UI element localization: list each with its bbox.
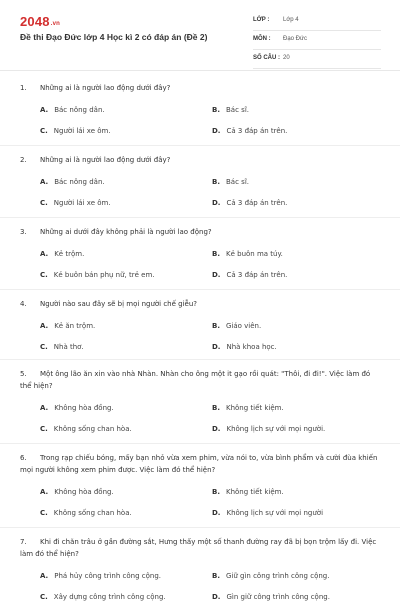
option-text: Nhà khoa học.: [226, 343, 277, 351]
option-c[interactable]: [40, 126, 111, 136]
option-letter: A.: [40, 178, 49, 186]
option-letter: A.: [40, 488, 49, 496]
option-text: Nhà thơ.: [53, 343, 84, 351]
option-letter: D.: [212, 271, 221, 279]
question-body: Một ông lão ăn xin vào nhà Nhàn. Nhàn cho ông một it gạo rồi quát: "Thôi, đi đi!". Việc làm đó thể hiện?: [20, 370, 371, 390]
option-letter: A.: [40, 250, 49, 258]
option-letter: C.: [40, 199, 48, 207]
option-letter: D.: [212, 593, 221, 601]
option-text: Giữ gìn công trình công cộng.: [226, 572, 330, 580]
option-letter: D.: [212, 343, 221, 351]
page-header: [0, 0, 400, 70]
question-text: [20, 226, 380, 238]
option-b[interactable]: [212, 403, 284, 413]
page-title: Đề thi Đạo Đức lớp 4 Học kì 2 có đáp án (Đề 2): [20, 32, 208, 42]
option-letter: B.: [212, 404, 220, 412]
option-text: Không tiết kiệm.: [226, 404, 284, 412]
option-letter: A.: [40, 572, 49, 580]
option-d[interactable]: [212, 508, 323, 518]
option-text: Kẻ trộm.: [54, 250, 85, 258]
meta-label: MÔN :: [253, 36, 271, 42]
option-letter: C.: [40, 425, 48, 433]
option-c[interactable]: [40, 270, 155, 280]
exam-meta: [253, 14, 381, 71]
option-c[interactable]: [40, 342, 84, 352]
option-text: Kẻ ăn trộm.: [54, 322, 96, 330]
question-body: Người nào sau đây sẽ bị mọi người chế giễu?: [40, 300, 197, 308]
option-text: Cả 3 đáp án trên.: [226, 271, 288, 279]
option-text: Kẻ buôn bán phụ nữ, trẻ em.: [53, 271, 155, 279]
option-letter: A.: [40, 106, 49, 114]
option-b[interactable]: [212, 321, 261, 331]
meta-row-subject: [253, 33, 381, 50]
question-number: 6.: [20, 454, 27, 462]
question-text: [20, 82, 380, 94]
question-6: [0, 444, 400, 528]
option-a[interactable]: [40, 249, 84, 259]
option-text: Bác sĩ.: [226, 178, 249, 186]
option-letter: C.: [40, 593, 48, 601]
option-text: Kẻ buôn ma túy.: [226, 250, 283, 258]
question-number: 4.: [20, 300, 27, 308]
option-text: Cả 3 đáp án trên.: [226, 127, 288, 135]
site-logo[interactable]: [20, 14, 60, 29]
question-5: [0, 360, 400, 444]
option-b[interactable]: [212, 105, 249, 115]
option-a[interactable]: [40, 487, 114, 497]
meta-value: 20: [283, 55, 290, 61]
option-b[interactable]: [212, 571, 329, 581]
option-letter: D.: [212, 509, 221, 517]
option-c[interactable]: [40, 508, 132, 518]
option-b[interactable]: [212, 177, 249, 187]
option-text: Người lái xe ôm.: [53, 199, 111, 207]
option-letter: D.: [212, 127, 221, 135]
option-text: Người lái xe ôm.: [53, 127, 111, 135]
option-d[interactable]: [212, 592, 330, 602]
option-d[interactable]: [212, 198, 287, 208]
option-letter: D.: [212, 199, 221, 207]
option-text: Cả 3 đáp án trên.: [226, 199, 288, 207]
question-3: [0, 218, 400, 290]
meta-row-count: [253, 52, 381, 69]
option-a[interactable]: [40, 105, 105, 115]
option-text: Bác sĩ.: [226, 106, 249, 114]
question-body: Những ai dưới đây không phải là người lao động?: [40, 228, 212, 236]
option-a[interactable]: [40, 321, 95, 331]
option-letter: C.: [40, 509, 48, 517]
option-c[interactable]: [40, 592, 166, 602]
option-letter: B.: [212, 178, 220, 186]
option-letter: B.: [212, 250, 220, 258]
question-body: Những ai là người lao động dưới đây?: [40, 156, 171, 164]
question-number: 3.: [20, 228, 27, 236]
question-number: 7.: [20, 538, 27, 546]
logo-main: 2048: [20, 14, 50, 29]
question-7: [0, 528, 400, 612]
meta-label: SỐ CÂU :: [253, 55, 280, 61]
option-letter: B.: [212, 488, 220, 496]
option-c[interactable]: [40, 424, 132, 434]
header-divider: [0, 70, 400, 71]
option-text: Không tiết kiệm.: [226, 488, 284, 496]
option-d[interactable]: [212, 126, 287, 136]
question-body: Những ai là người lao động dưới đây?: [40, 84, 171, 92]
question-4: [0, 290, 400, 360]
question-number: 2.: [20, 156, 27, 164]
question-text: [20, 368, 380, 392]
option-a[interactable]: [40, 403, 114, 413]
option-letter: C.: [40, 127, 48, 135]
option-letter: B.: [212, 572, 220, 580]
question-text: [20, 154, 380, 166]
option-d[interactable]: [212, 270, 287, 280]
option-text: Không lịch sự với mọi người: [226, 509, 324, 517]
option-c[interactable]: [40, 198, 111, 208]
option-text: Gìn giữ công trình công cộng.: [226, 593, 330, 601]
option-text: Bác nông dân.: [54, 178, 105, 186]
option-text: Không hòa đồng.: [54, 488, 114, 496]
question-number: 1.: [20, 84, 27, 92]
question-number: 5.: [20, 370, 27, 378]
option-text: Không hòa đồng.: [54, 404, 114, 412]
question-2: [0, 146, 400, 218]
option-text: Bác nông dân.: [54, 106, 105, 114]
option-letter: A.: [40, 322, 49, 330]
option-letter: B.: [212, 322, 220, 330]
option-text: Phá hủy công trình công cộng.: [54, 572, 162, 580]
question-body: Trong rạp chiếu bóng, mấy bạn nhỏ vừa xem phim, vừa nói to, vừa bình phẩm và cười đùa khiến mọi người không xem phim được. Việc làm đó thể hiện?: [20, 454, 378, 474]
option-d[interactable]: [212, 424, 325, 434]
option-letter: D.: [212, 425, 221, 433]
question-text: [20, 536, 380, 560]
meta-label: LỚP :: [253, 17, 270, 23]
question-body: Khi đi chăn trâu ở gần đường sắt, Hưng thấy một số thanh đường ray đã bị bọn trộm lấy đi. Việc làm đó thể hiện?: [20, 538, 377, 558]
meta-value: Lớp 4: [283, 17, 299, 23]
option-text: Không lịch sự với mọi người.: [226, 425, 326, 433]
option-letter: C.: [40, 343, 48, 351]
option-text: Giáo viên.: [226, 322, 262, 330]
option-letter: C.: [40, 271, 48, 279]
option-text: Không sống chan hòa.: [53, 509, 132, 517]
option-b[interactable]: [212, 249, 283, 259]
option-a[interactable]: [40, 571, 161, 581]
option-text: Xây dựng công trình công cộng.: [53, 593, 166, 601]
question-text: [20, 452, 380, 476]
option-a[interactable]: [40, 177, 105, 187]
option-text: Không sống chan hòa.: [53, 425, 132, 433]
option-letter: A.: [40, 404, 49, 412]
question-text: [20, 298, 380, 310]
question-1: [0, 74, 400, 146]
option-letter: B.: [212, 106, 220, 114]
option-b[interactable]: [212, 487, 284, 497]
logo-sub: .vn: [50, 21, 61, 27]
option-d[interactable]: [212, 342, 277, 352]
meta-row-class: [253, 14, 381, 31]
question-list: [0, 74, 400, 612]
meta-value: Đạo Đức: [283, 36, 308, 42]
